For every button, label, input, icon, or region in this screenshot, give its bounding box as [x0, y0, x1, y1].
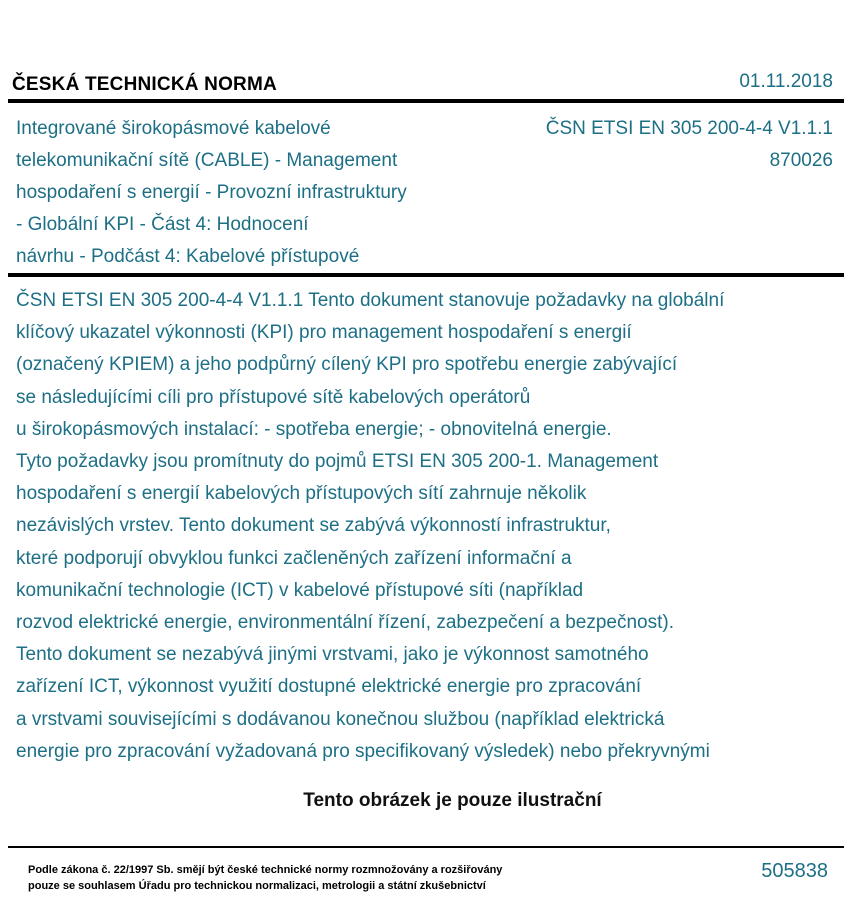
footer-divider — [8, 846, 844, 848]
document-number: 505838 — [761, 860, 828, 882]
title-divider — [8, 273, 844, 277]
classification-number: 870026 — [769, 150, 833, 171]
legal-notice: Podle zákona č. 22/1997 Sb. smějí být české technické normy rozmnožovány a rozšiřovány pouze se souhlasem Úřadu pro technickou normalizaci, metrologii a státní zkušebnictví — [28, 864, 503, 892]
standard-title: Integrované širokopásmové kabelové telekomunikační sítě (CABLE) - Management hospodaření s energií - Provozní infrastruktury - Globální KPI - Část 4: Hodnocení návrhu - Podčást 4: Kabelové přístupové — [16, 118, 407, 267]
document-type-title: ČESKÁ TECHNICKÁ NORMA — [12, 74, 277, 95]
illustration-notice: Tento obrázek je pouze ilustrační — [303, 790, 602, 811]
header-divider — [8, 99, 844, 103]
publication-date: 01.11.2018 — [739, 71, 833, 92]
abstract-text: ČSN ETSI EN 305 200-4-4 V1.1.1 Tento dokument stanovuje požadavky na globální klíčový ukazatel výkonnosti (KPI) pro management hospodaření s energií (označený KPIEM) a jeho podpůrný cílený KPI pro spotřebu energie zabývající se následujícími cíli pro přístupové sítě kabelových operátorů u širokopásmových instalací: - spotřeba energie; - obnovitelná energie. Tyto požadavky jsou promítnuty do pojmů ETSI EN 305 200-1. Management hospodaření s energií kabelových přístupových sítí zahrnuje několik nezávislých vrstev. Tento dokument se zabývá výkonností infrastruktur, které podporují obvyklou funkci začleněných zařízení informační a komunikační technologie (ICT) v kabelové přístupové síti (například rozvod elektrické energie, environmentální řízení, zabezpečení a bezpečnost). Tento dokument se nezabývá jinými vrstvami, jako je výkonnost samotného zařízení ICT, výkonnost využití dostupné elektrické energie pro zpracování a vrstvami souvisejícími s dodávanou konečnou službou (například elektrická energie pro zpracování vyžadovaná pro specifikovaný výsledek) nebo překryvnými — [16, 290, 725, 762]
standard-code: ČSN ETSI EN 305 200-4-4 V1.1.1 — [545, 118, 833, 139]
standard-identifier — [546, 113, 833, 177]
